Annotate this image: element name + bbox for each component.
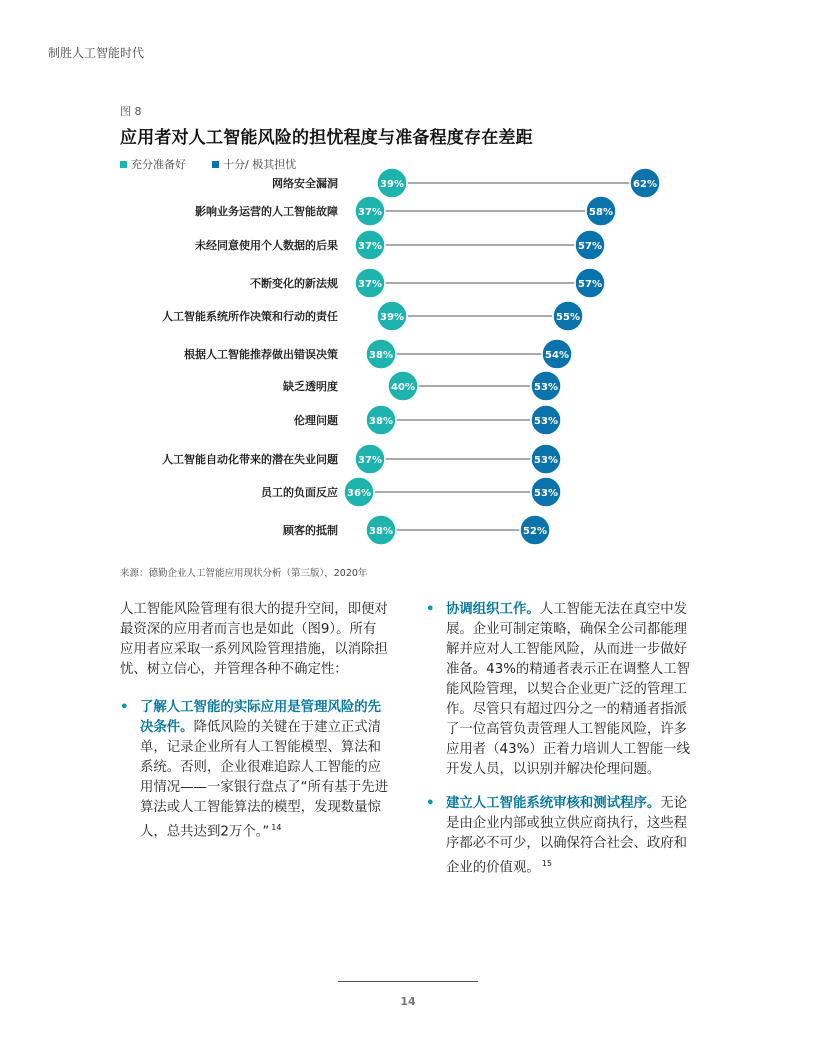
prepared-value-label: 37%	[358, 241, 382, 252]
bullet-marker: •	[426, 796, 435, 811]
footnote-ref: 15	[541, 859, 552, 868]
prepared-value-label: 40%	[391, 382, 415, 393]
concerned-value-label: 53%	[534, 455, 558, 466]
intro-paragraph: 人工智能风险管理有很大的提升空间，即便对最资深的应用者而言也是如此（图9）。所有应用者应采取一系列风险管理措施，以消除担忧、树立信心，并管理各种不确定性：	[120, 602, 388, 677]
category-label: 网络安全漏洞	[272, 177, 338, 190]
concerned-value-label: 58%	[589, 207, 613, 218]
source-note: 来源：德勤企业人工智能应用现状分析（第三版），2020年	[120, 568, 368, 579]
prepared-value-label: 36%	[347, 488, 371, 499]
prepared-value-label: 39%	[380, 179, 404, 190]
concerned-value-label: 62%	[633, 179, 657, 190]
legend-label-concerned: 十分/ 极其担忧	[223, 158, 297, 171]
right-column	[426, 600, 700, 892]
category-label: 缺乏透明度	[283, 380, 338, 393]
running-head: 制胜人工智能时代	[48, 46, 145, 60]
bullet-heading: 协调组织工作。	[446, 602, 540, 617]
bullet-item-inventory	[120, 698, 388, 842]
category-label: 伦理问题	[294, 414, 338, 427]
category-label: 顾客的抵制	[283, 524, 338, 537]
bullet-marker: •	[120, 700, 129, 715]
prepared-value-label: 38%	[369, 416, 393, 427]
prepared-value-label: 39%	[380, 312, 404, 323]
bullet-heading: 了解人工智能的实际应用是管理风险的先决条件。	[140, 700, 382, 735]
bullet-body: 无论是由企业内部或独立供应商执行，这些程序都必不可少，以确保符合社会、政府和企业的价值观。	[446, 796, 688, 876]
figure-label: 图 8	[120, 105, 142, 118]
category-label: 人工智能自动化带来的潜在失业问题	[162, 453, 338, 466]
legend-label-prepared: 充分准备好	[131, 158, 186, 171]
bullet-heading: 建立人工智能系统审核和测试程序。	[446, 796, 661, 811]
page-number: 14	[400, 995, 416, 1008]
concerned-value-label: 53%	[534, 382, 558, 393]
bullet-body: 降低风险的关键在于建立正式清单，记录企业所有人工智能模型、算法和系统。否则，企业很难追踪人工智能的应用情况——一家银行盘点了“所有基于先进算法或人工智能算法的模型，发现数量惊人，总共达到2万个。”	[140, 720, 388, 840]
category-label: 根据人工智能推荐做出错误决策	[184, 348, 338, 361]
left-column	[120, 600, 388, 856]
bullet-item-coordinate	[426, 600, 700, 780]
footnote-ref: 14	[271, 823, 282, 832]
category-label: 影响业务运营的人工智能故障	[195, 205, 338, 218]
concerned-value-label: 53%	[534, 488, 558, 499]
category-label: 不断变化的新法规	[250, 277, 338, 290]
figure-title: 应用者对人工智能风险的担忧程度与准备程度存在差距	[120, 128, 533, 148]
prepared-value-label: 38%	[369, 526, 393, 537]
concerned-value-label: 57%	[578, 279, 602, 290]
prepared-value-label: 37%	[358, 279, 382, 290]
concerned-value-label: 57%	[578, 241, 602, 252]
prepared-value-label: 37%	[358, 455, 382, 466]
bullet-body: 人工智能无法在真空中发展。企业可制定策略，确保全公司都能理解并应对人工智能风险，从而进一步做好准备。43%的精通者表示正在调整人工智能风险管理，以契合企业更广泛的管理工作。尽管只有超过四分之一的精通者指派了一位高管负责管理人工智能风险，许多应用者（43%）正着力培训人工智能一线开发人员，以识别并解决伦理问题。	[446, 602, 691, 777]
bullet-marker: •	[426, 602, 435, 617]
footer-rule	[338, 981, 478, 982]
category-label: 未经同意使用个人数据的后果	[195, 239, 338, 252]
category-label: 员工的负面反应	[261, 486, 338, 499]
prepared-value-label: 37%	[358, 207, 382, 218]
bullet-item-audit	[426, 794, 700, 878]
concerned-value-label: 53%	[534, 416, 558, 427]
concerned-value-label: 54%	[545, 350, 569, 361]
concerned-value-label: 52%	[523, 526, 547, 537]
category-label: 人工智能系统所作决策和行动的责任	[162, 310, 338, 323]
concerned-value-label: 55%	[556, 312, 580, 323]
prepared-value-label: 38%	[369, 350, 393, 361]
